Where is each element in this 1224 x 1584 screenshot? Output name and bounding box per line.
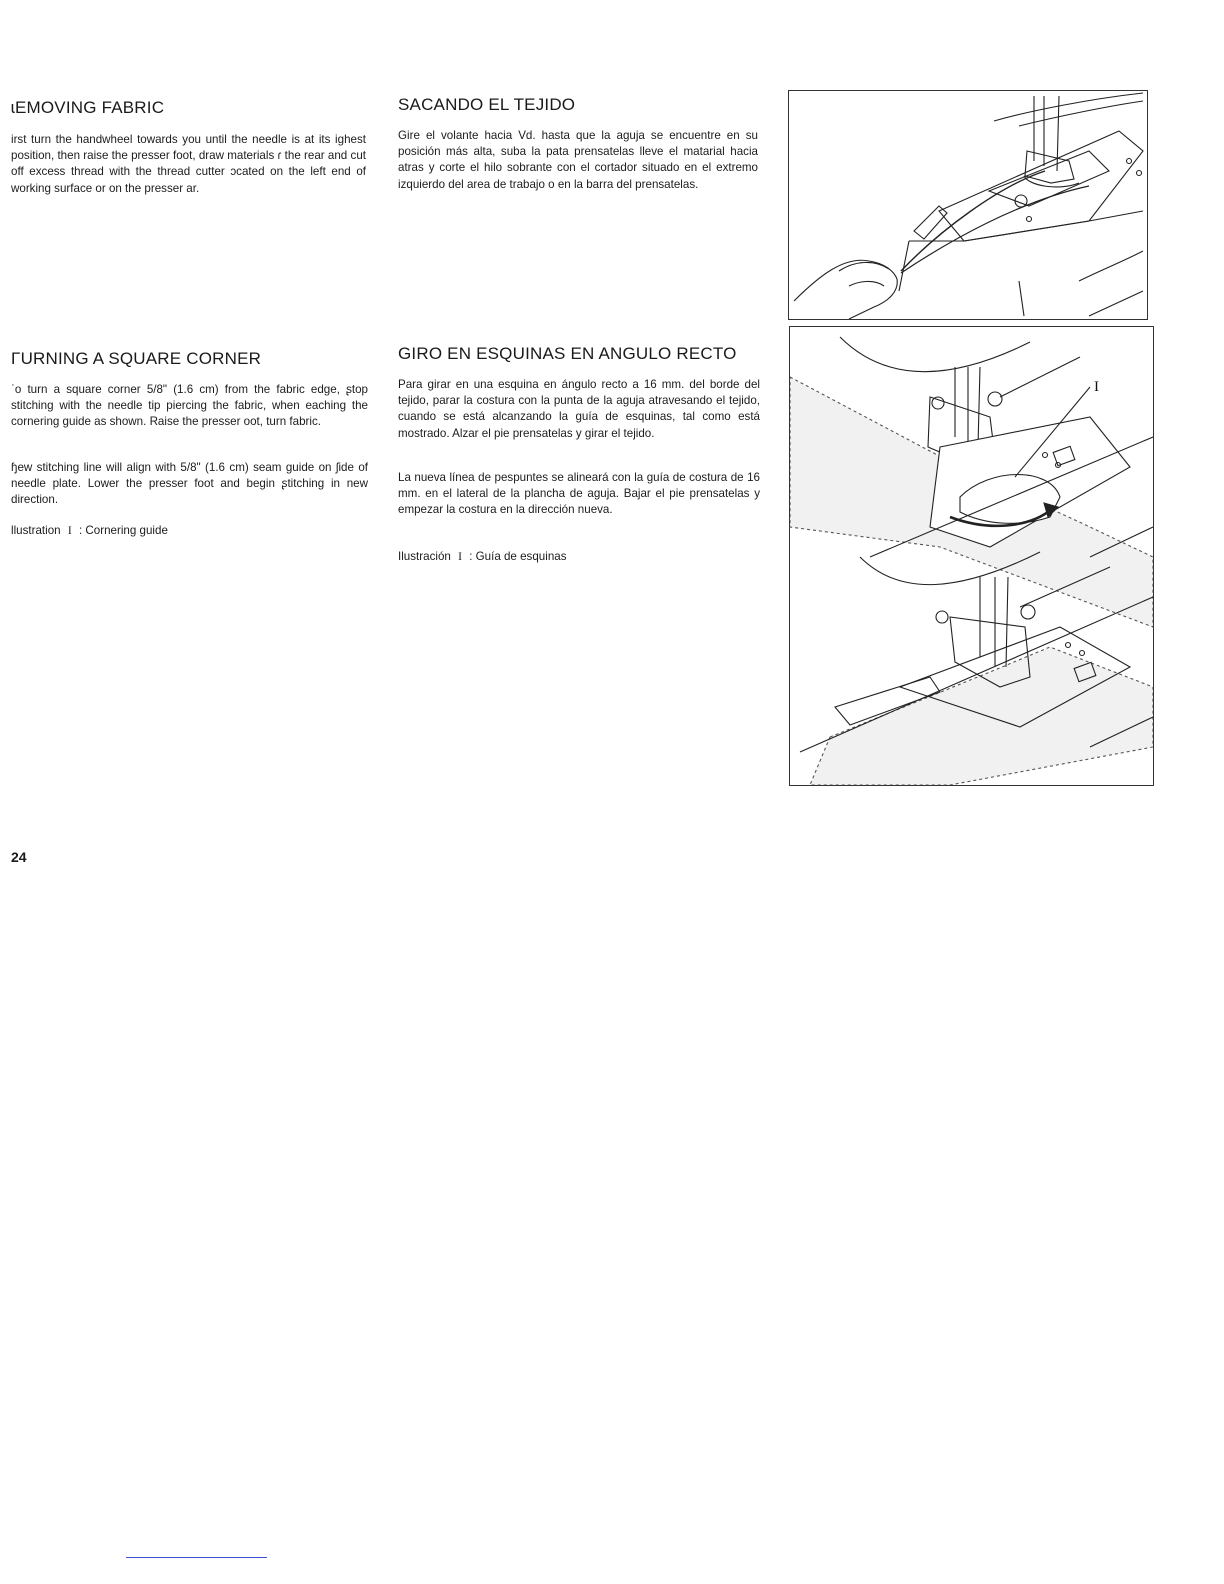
turning-corner-english-text-2: ɧew stitching line will align with 5/8" (1.6 cm) seam guide on ʃide of needle plate. Lower the presser foot and begin ʂtitching in new direction. xyxy=(11,461,368,507)
english-illustration-caption xyxy=(11,524,168,537)
turning-corner-english-text-1: ˈo turn a square corner 5/8" (1.6 cm) from the fabric edge, ʂtop stitching with the needle tip piercing the fabric, when eaching the cornering guide as shown. Raise the presser oot, turn fabric. xyxy=(11,383,368,429)
spanish-illustration-caption xyxy=(398,550,567,563)
figure-label-I: I xyxy=(1094,379,1099,395)
caption-figure-ref: I xyxy=(67,524,72,537)
machine-arm-outline xyxy=(994,93,1143,121)
footer-rule xyxy=(126,1557,267,1558)
caption-label: llustration xyxy=(11,524,61,537)
machine-arm-upper xyxy=(840,337,1030,372)
cornering-guide-illustration xyxy=(789,326,1154,786)
removing-fabric-illustration xyxy=(788,90,1148,320)
needle-plate xyxy=(939,131,1143,241)
thread-cutter xyxy=(914,206,947,239)
sacando-el-tejido-spanish-text: Gire el volante hacia Vd. hasta que la aguja se encuentre en su posición más alta, suba la pata prensatelas lleve el matarial hacia atras y corte el hilo sobrante con el cortador situado en el extremo izquierdo del area de trabajo o en la barra del prensatelas. xyxy=(398,129,758,191)
hand xyxy=(794,260,897,319)
caption-text: : Cornering guide xyxy=(78,524,168,537)
heading-removing-fabric: ɩEMOVING FABRIC xyxy=(11,98,165,117)
heading-sacando-el-tejido: SACANDO EL TEJIDO xyxy=(398,95,576,114)
caption-text: : Guía de esquinas xyxy=(469,550,567,563)
removing-fabric-english-text: irst turn the handwheel towards you until the needle is at its ighest position, then raise the presser foot, draw materials ɾ the rear and cut off excess thread with the thread cutter ɔcated on the left end of working surface or on the presser ar. xyxy=(11,133,366,195)
fabric-lower xyxy=(810,647,1153,785)
heading-giro-en-esquinas: GIRO EN ESQUINAS EN ANGULO RECTO xyxy=(398,344,737,363)
page-number: 24 xyxy=(11,849,27,865)
giro-esquinas-spanish-text-1: Para girar en una esquina en ángulo recto a 16 mm. del borde del tejido, parar la costura con la punta de la aguja atravesando el tejido, cuando se está alcanzando la guía de esquinas, tal como está mostrado. Alzar el pie prensatelas y girar el tejido. xyxy=(398,378,760,440)
thread xyxy=(901,171,1045,271)
giro-esquinas-spanish-text-2: La nueva línea de pespuntes se alineará con la guía de costura de 16 mm. en el lateral de la plancha de aguja. Bajar el pie prensatelas y empezar la costura en la dirección nueva. xyxy=(398,471,760,517)
caption-figure-ref: I xyxy=(458,550,462,563)
caption-label: Ilustración xyxy=(398,550,451,563)
heading-turning-square-corner: ΓURNING A SQUARE CORNER xyxy=(11,349,262,368)
